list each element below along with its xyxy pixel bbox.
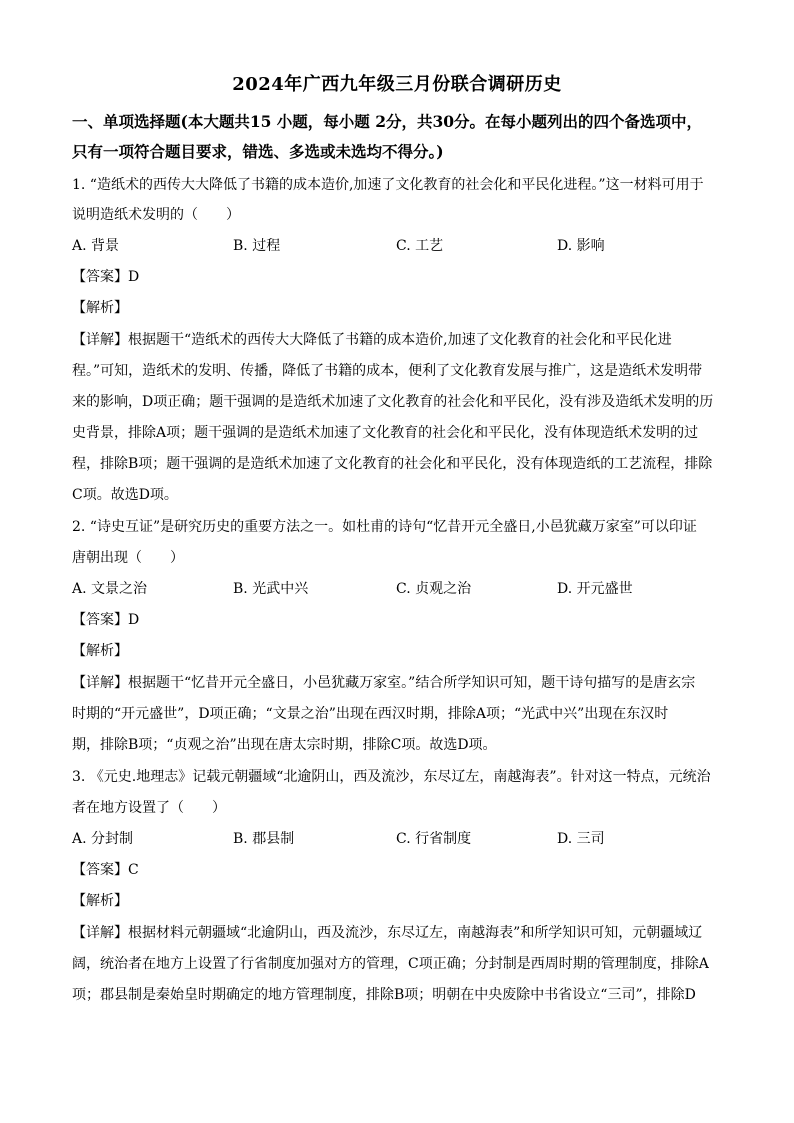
question-3-option-c: C. 行省制度 (396, 831, 472, 847)
question-2-option-c: C. 贞观之治 (396, 581, 472, 597)
question-2-option-a: A. 文景之治 (72, 581, 148, 597)
question-1-stem-line-1: 1. “造纸术的西传大大降低了书籍的成本造价,加速了文化教育的社会化和平民化进程。”这一材料可用于 (72, 177, 704, 193)
question-2-analysis-label: 【解析】 (72, 643, 128, 659)
section-heading-line-2: 只有一项符合题目要求，错选、多选或未选均不得分。) (72, 142, 444, 161)
question-3-stem-line-2: 者在地方设置了（ ） (72, 800, 226, 816)
question-2-detail-line-3: 期，排除B项；“贞观之治”出现在唐太宗时期，排除C项。故选D项。 (72, 737, 497, 753)
question-3-detail-line-1: 【详解】根据材料元朝疆域“北逾阴山，西及流沙，东尽辽左，南越海表”和所学知识可知，元朝疆域辽 (72, 925, 703, 941)
question-1-detail-line-4: 史背景，排除A项；题干强调的是造纸术加速了文化教育的社会化和平民化，没有体现造纸术发明的过 (72, 425, 699, 441)
question-3-detail-line-2: 阔，统治者在地方上设置了行省制度加强对方的管理，C项正确；分封制是西周时期的管理制度，排除A (72, 956, 709, 972)
question-3-analysis-label: 【解析】 (72, 893, 128, 909)
question-1-stem-line-2: 说明造纸术发明的（ ） (72, 207, 240, 223)
question-2-detail-line-1: 【详解】根据题干“忆昔开元全盛日，小邑犹藏万家室。”结合所学知识可知，题干诗句描写的是唐玄宗 (72, 675, 696, 691)
question-2-detail-line-2: 时期的“开元盛世”，D项正确；“文景之治”出现在西汉时期，排除A项；“光武中兴”出现在东汉时 (72, 706, 669, 722)
question-1-detail-line-6: C项。故选D项。 (72, 487, 178, 503)
page-title: 2024年广西九年级三月份联合调研历史 (232, 74, 562, 95)
question-1-answer: 【答案】D (72, 269, 140, 285)
question-2-stem-line-1: 2. “诗史互证”是研究历史的重要方法之一。如杜甫的诗句“忆昔开元全盛日,小邑犹藏万家室”可以印证 (72, 519, 697, 535)
question-1-option-b: B. 过程 (233, 238, 281, 254)
question-2-option-d: D. 开元盛世 (557, 581, 633, 597)
section-heading-line-1: 一、单项选择题(本大题共15 小题，每小题 2分，共30分。在每小题列出的四个备选项中， (72, 112, 703, 131)
question-3-option-a: A. 分封制 (72, 831, 134, 847)
question-2-answer: 【答案】D (72, 612, 140, 628)
question-2-stem-line-2: 唐朝出现（ ） (72, 550, 184, 566)
question-3-answer: 【答案】C (72, 862, 139, 878)
question-2-option-b: B. 光武中兴 (233, 581, 309, 597)
question-1-detail-line-5: 程，排除B项；题干强调的是造纸术加速了文化教育的社会化和平民化，没有体现造纸的工艺流程，排除 (72, 456, 713, 472)
question-1-detail-line-3: 来的影响，D项正确；题干强调的是造纸术加速了文化教育的社会化和平民化，没有涉及造纸术发明的历 (72, 394, 714, 410)
question-1-detail-line-2: 程。”可知，造纸术的发明、传播，降低了书籍的成本，便利了文化教育发展与推广，这是造纸术发明带 (72, 363, 703, 379)
question-3-detail-line-3: 项；郡县制是秦始皇时期确定的地方管理制度，排除B项；明朝在中央废除中书省设立“三司”，排除D (72, 987, 696, 1003)
question-1-option-d: D. 影响 (557, 238, 605, 254)
question-1-analysis-label: 【解析】 (72, 300, 128, 316)
question-3-option-b: B. 郡县制 (233, 831, 295, 847)
question-1-option-a: A. 背景 (72, 238, 120, 254)
question-3-stem-line-1: 3. 《元史.地理志》记载元朝疆域“北逾阴山，西及流沙，东尽辽左，南越海表”。针对这一特点，元统治 (72, 769, 711, 785)
question-1-detail-line-1: 【详解】根据题干“造纸术的西传大大降低了书籍的成本造价,加速了文化教育的社会化和平民化进 (72, 332, 672, 348)
question-3-option-d: D. 三司 (557, 831, 605, 847)
question-1-option-c: C. 工艺 (396, 238, 444, 254)
